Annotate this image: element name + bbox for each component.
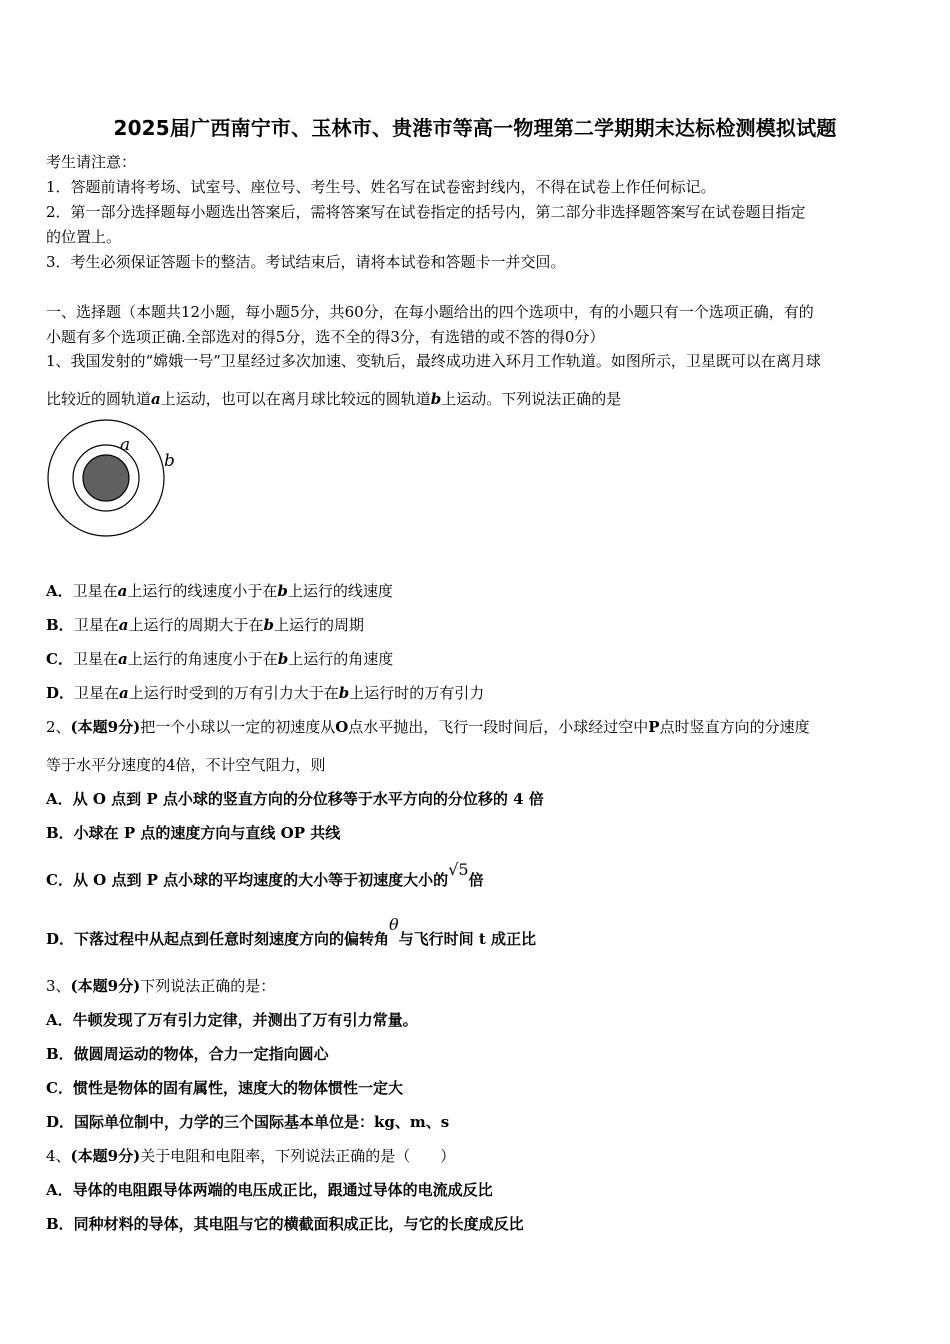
q4-option-b: B．同种材料的导体，其电阻与它的横截面积成正比，与它的长度成反比 [46,1215,524,1233]
q1-stem-text-b: 上运动，也可以在离月球比较远的圆轨道 [160,390,431,408]
q4-stem: 4、(本题9分)关于电阻和电阻率，下列说法正确的是（ ） [46,1147,456,1165]
orbit-a-label: a [120,435,131,455]
q1-stem-line-2 [46,389,908,409]
q1-option-b: B．卫星在a上运行的周期大于在b上运行的周期 [46,616,364,634]
orbit-b-label: b [164,451,175,471]
q3-option-b: B．做圆周运动的物体，合力一定指向圆心 [46,1045,329,1063]
q2-option-a: A．从 O 点到 P 点小球的竖直方向的分位移等于水平方向的分位移的 4 倍 [46,790,544,808]
notice-item-1: 1．答题前请将考场、试室号、座位号、考生号、姓名写在试卷密封线内，不得在试卷上作任何标记。 [46,178,716,196]
q1-var-a: a [151,390,161,408]
notice-item-2-cont: 的位置上。 [46,228,122,246]
notice-item-3: 3．考生必须保证答题卡的整洁。考试结束后，请将本试卷和答题卡一并交回。 [46,253,566,271]
q3-option-d: D．国际单位制中，力学的三个国际基本单位是：kg、m、s [46,1113,450,1131]
q2-stem-line-2: 等于水平分速度的4倍，不计空气阻力，则 [46,756,326,774]
q3-stem: 3、(本题9分)下列说法正确的是： [46,977,276,995]
q1-var-b: b [430,390,442,408]
section-header-line-2: 小题有多个选项正确.全部选对的得5分，选不全的得3分，有选错的或不答的得0分） [46,328,605,346]
moon-disc [83,455,129,501]
notice-heading: 考生请注意： [46,153,137,171]
q2-option-d: D．下落过程中从起点到任意时刻速度方向的偏转角θ与飞行时间 t 成正比 [46,915,537,948]
sqrt5-formula: √5 [448,860,469,879]
q2-option-b: B．小球在 P 点的速度方向与直线 OP 共线 [46,824,341,842]
section-header-line-1: 一、选择题（本题共12小题，每小题5分，共60分，在每小题给出的四个选项中，有的小题只有一个选项正确，有的 [46,303,814,321]
page-title: 2025届广西南宁市、玉林市、贵港市等高一物理第二学期期末达标检测模拟试题 [113,116,837,140]
q1-stem-line-1: 1、我国发射的“嫦娥一号”卫星经过多次加速、变轨后，最终成功进入环月工作轨道。如图所示，卫星既可以在离月球 [46,352,821,370]
q1-option-c: C．卫星在a上运行的角速度小于在b上运行的角速度 [46,650,394,668]
q4-option-a: A．导体的电阻跟导体两端的电压成正比，跟通过导体的电流成反比 [46,1181,493,1199]
q3-option-a: A．牛顿发现了万有引力定律，并测出了万有引力常量。 [46,1011,418,1029]
q1-option-a: A．卫星在a上运行的线速度小于在b上运行的线速度 [46,582,393,600]
q2-stem-line-1: 2、(本题9分)把一个小球以一定的初速度从O点水平抛出，飞行一段时间后，小球经过空中P点时竖直方向的分速度 [46,718,810,736]
q1-stem-text-a: 比较近的圆轨道 [46,390,152,408]
notice-item-2: 2．第一部分选择题每小题选出答案后，需将答案写在试卷指定的括号内，第二部分非选择题答案写在试卷题目指定 [46,203,806,221]
q1-stem-text-c: 上运动。下列说法正确的是 [441,390,622,408]
q3-option-c: C．惯性是物体的固有属性，速度大的物体惯性一定大 [46,1079,403,1097]
theta-symbol: θ [389,915,399,934]
q2-option-c: C．从 O 点到 P 点小球的平均速度的大小等于初速度大小的√5倍 [46,860,484,889]
orbit-figure [44,418,184,542]
q1-option-d: D．卫星在a上运行时受到的万有引力大于在b上运行时的万有引力 [46,684,485,702]
